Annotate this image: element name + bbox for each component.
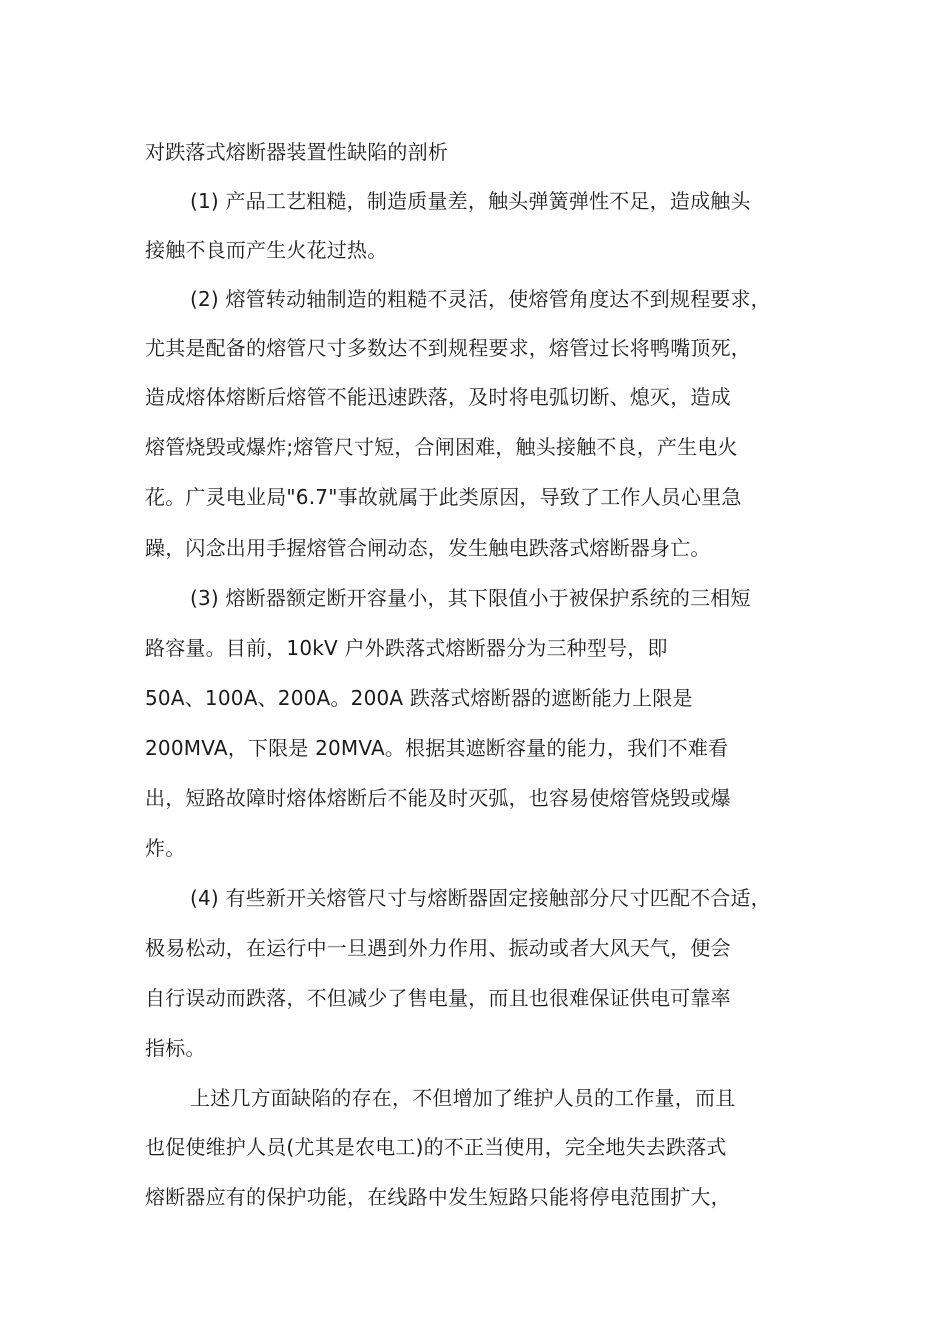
paragraph-4-line-2: 极易松动，在运行中一旦遇到外力作用、振动或者大风天气，便会 <box>145 936 731 960</box>
paragraph-5-line-3: 熔断器应有的保护功能，在线路中发生短路只能将停电范围扩大， <box>145 1185 731 1209</box>
paragraph-5-line-1: 上述几方面缺陷的存在，不但增加了维护人员的工作量，而且 <box>190 1086 736 1110</box>
paragraph-2-line-4: 熔管烧毁或爆炸;熔管尺寸短，合闸困难，触头接触不良，产生电火 <box>145 435 738 459</box>
paragraph-2-line-3: 造成熔体熔断后熔管不能迅速跌落，及时将电弧切断、熄灭，造成 <box>145 385 731 409</box>
paragraph-3-line-4: 200MVA，下限是 20MVA。根据其遮断容量的能力，我们不难看 <box>145 736 729 760</box>
paragraph-5-line-2: 也促使维护人员(尤其是农电工)的不正当使用，完全地失去跌落式 <box>145 1135 727 1159</box>
paragraph-2-line-5: 花。广灵电业局"6.7"事故就属于此类原因，导致了工作人员心里急 <box>145 485 742 509</box>
paragraph-1-line-2: 接触不良而产生火花过热。 <box>145 238 388 262</box>
paragraph-2-line-6: 躁，闪念出用手握熔管合闸动态，发生触电跌落式熔断器身亡。 <box>145 536 711 560</box>
paragraph-3-line-6: 炸。 <box>145 836 186 860</box>
paragraph-4-line-4: 指标。 <box>145 1036 206 1060</box>
document-title: 对跌落式熔断器装置性缺陷的剖析 <box>145 140 448 164</box>
paragraph-3-line-2: 路容量。目前，10kV 户外跌落式熔断器分为三种型号，即 <box>145 636 668 660</box>
paragraph-3-line-1: (3) 熔断器额定断开容量小，其下限值小于被保护系统的三相短 <box>190 586 751 610</box>
paragraph-3-line-3: 50A、100A、200A。200A 跌落式熔断器的遮断能力上限是 <box>145 686 693 710</box>
paragraph-4-line-1: (4) 有些新开关熔管尺寸与熔断器固定接触部分尺寸匹配不合适， <box>190 886 771 910</box>
paragraph-2-line-1: (2) 熔管转动轴制造的粗糙不灵活，使熔管角度达不到规程要求， <box>190 287 771 311</box>
paragraph-3-line-5: 出，短路故障时熔体熔断后不能及时灭弧，也容易使熔管烧毁或爆 <box>145 786 731 810</box>
paragraph-2-line-2: 尤其是配备的熔管尺寸多数达不到规程要求，熔管过长将鸭嘴顶死， <box>145 336 751 360</box>
paragraph-1-line-1: (1) 产品工艺粗糙，制造质量差，触头弹簧弹性不足，造成触头 <box>190 189 751 213</box>
paragraph-4-line-3: 自行误动而跌落，不但减少了售电量，而且也很难保证供电可靠率 <box>145 986 731 1010</box>
